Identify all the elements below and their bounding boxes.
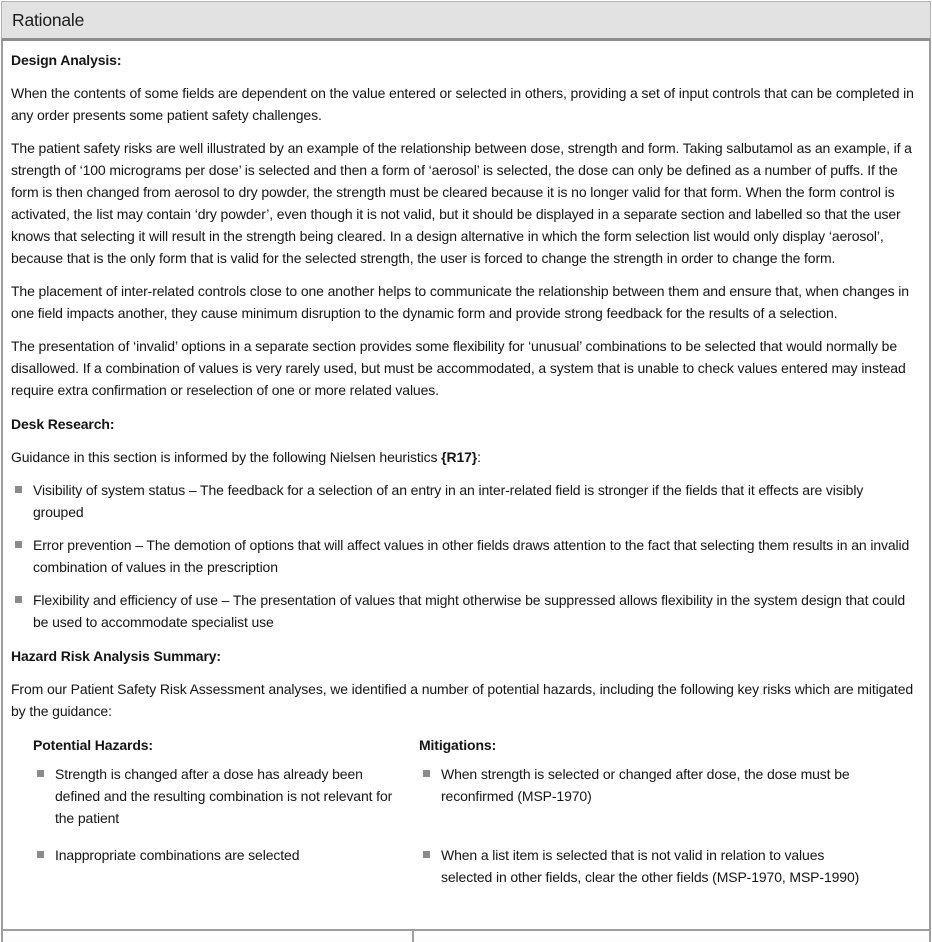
- mitigation-text: When a list item is selected that is not valid in relation to values selected in other fields, clear the other fields (MSP-1970, MSP-1990): [441, 847, 860, 885]
- square-bullet-icon: [37, 770, 44, 777]
- heuristic-text: Error prevention – The demotion of options that will affect values in other fields draws attention to the fact that selecting them results in an invalid combination of values in the prescription: [33, 537, 910, 575]
- hazard-list-item: [33, 763, 395, 829]
- desk-research-intro: [11, 446, 917, 468]
- mitigation-list-item: [419, 763, 874, 807]
- heuristic-text: Visibility of system status – The feedback for a selection of an entry in an inter-related field is stronger if the fields that it effects are visibly grouped: [33, 482, 864, 520]
- heuristic-list-item: [11, 479, 917, 523]
- design-analysis-paragraph: When the contents of some fields are dependent on the value entered or selected in others, providing a set of input controls that can be completed in any order presents some patient safety challenges.: [11, 85, 914, 123]
- reference-tag: {R17}: [441, 449, 478, 465]
- design-analysis-paragraph: The patient safety risks are well illustrated by an example of the relationship between dose, strength and form. Taking salbutamol as an example, if a strength of ‘100 micrograms per dose’ is selected and then a form of ‘aerosol’ is selected, the dose can only be defined as a number of puffs. If the form is then changed from aerosol to dry powder, the strength must be cleared because it is no longer valid for that form. When the form control is activated, the list may contain ‘dry powder’, even though it is not valid, but it should be displayed in a separate section and labelled so that the user knows that selecting it will result in the strength being cleared. In a design alternative in which the form selection list would only display ‘aerosol’, because that is the only form that is valid for the selected strength, the user is forced to change the strength in order to change the form.: [11, 140, 912, 266]
- square-bullet-icon: [15, 541, 22, 548]
- square-bullet-icon: [37, 851, 44, 858]
- hazard-summary-intro: From our Patient Safety Risk Assessment analyses, we identified a number of potential hazards, including the following key risks which are mitigated by the guidance:: [11, 681, 914, 719]
- mitigation-cell: [419, 844, 874, 888]
- square-bullet-icon: [15, 486, 22, 493]
- hazard-list-item: [33, 844, 395, 866]
- next-table-row-sliver: [1, 931, 931, 942]
- square-bullet-icon: [423, 851, 430, 858]
- page-title: Rationale: [12, 9, 85, 30]
- heuristic-text: Flexibility and efficiency of use – The presentation of values that might otherwise be suppressed allows flexibility in the system design that could be used to accommodate specialist use: [33, 592, 905, 630]
- hazard-text: Inappropriate combinations are selected: [55, 847, 300, 863]
- mitigation-list-item: [419, 844, 874, 888]
- mitigations-column-header: Mitigations:: [419, 737, 497, 753]
- heuristic-list-item: [11, 534, 917, 578]
- square-bullet-icon: [423, 770, 430, 777]
- hazard-summary-heading: Hazard Risk Analysis Summary:: [11, 648, 221, 664]
- desk-research-intro-text: Guidance in this section is informed by the following Nielsen heuristics: [11, 449, 442, 465]
- square-bullet-icon: [15, 596, 22, 603]
- desk-research-intro-colon: :: [477, 449, 481, 465]
- hazard-cell: [33, 844, 395, 888]
- design-analysis-paragraph: The placement of inter-related controls close to one another helps to communicate the relationship between them and ensure that, when changes in one field impacts another, they cause minimum disruption to the dynamic form and provide strong feedback for the results of a selection.: [11, 283, 909, 321]
- rationale-header-bar: [1, 1, 931, 41]
- hazard-cell: [33, 763, 395, 829]
- table-column-divider: [412, 931, 414, 942]
- desk-research-heading: Desk Research:: [11, 416, 115, 432]
- mitigation-text: When strength is selected or changed after dose, the dose must be reconfirmed (MSP-1970): [441, 766, 850, 804]
- mitigation-cell: [419, 763, 874, 829]
- design-analysis-heading: Design Analysis:: [11, 52, 122, 68]
- heuristic-list-item: [11, 589, 917, 633]
- design-analysis-paragraph: The presentation of ‘invalid’ options in a separate section provides some flexibility for ‘unusual’ combinations to be selected that would normally be disallowed. If a combination of values is very rarely used, but must be accommodated, a system that is unable to check values entered may instead require extra confirmation or reselection of one or more related values.: [11, 338, 906, 398]
- potential-hazards-column-header: Potential Hazards:: [33, 737, 153, 753]
- hazards-mitigations-table: [33, 734, 917, 888]
- hazard-text: Strength is changed after a dose has already been defined and the resulting combination is not relevant for the patient: [55, 766, 393, 826]
- rationale-body: [1, 41, 931, 931]
